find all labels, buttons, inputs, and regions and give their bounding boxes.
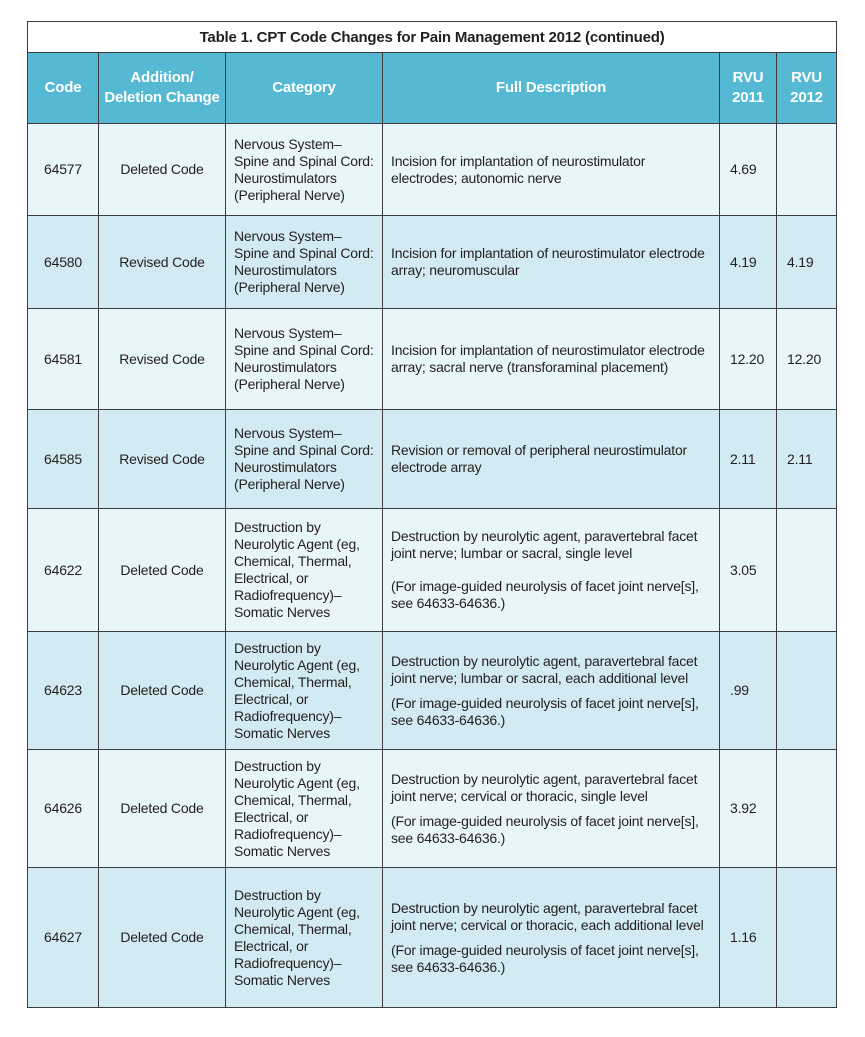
rvu-2012-cell: 12.20 — [777, 309, 837, 410]
code-cell: 64577 — [28, 124, 99, 216]
cpt-table-container — [27, 21, 836, 1008]
header-description: Full Description — [383, 53, 720, 124]
change-cell: Deleted Code — [99, 750, 226, 868]
description-note: (For image-guided neurolysis of facet joint nerve[s], see 64633-64636.) — [391, 941, 699, 975]
code-cell: 64585 — [28, 410, 99, 509]
description-cell — [383, 124, 720, 216]
header-row — [28, 53, 837, 124]
rvu-2011-cell: 3.05 — [720, 509, 777, 632]
description-text: Destruction by neurolytic agent, paravertebral facet joint nerve; lumbar or sacral, each additional level — [391, 652, 698, 686]
rvu-2011-cell: 2.11 — [720, 410, 777, 509]
table-row — [28, 632, 837, 750]
description-text: Destruction by neurolytic agent, paravertebral facet joint nerve; lumbar or sacral, single level — [391, 528, 698, 561]
header-rvu-2011: RVU 2011 — [720, 53, 777, 124]
rvu-2012-cell — [777, 632, 837, 750]
rvu-2012-cell — [777, 124, 837, 216]
table-row — [28, 410, 837, 509]
change-cell: Deleted Code — [99, 124, 226, 216]
rvu-2011-cell: 1.16 — [720, 868, 777, 1008]
category-cell: Nervous System– Spine and Spinal Cord: Neurostimulators (Peripheral Nerve) — [226, 124, 383, 216]
rvu-2011-cell: 4.19 — [720, 216, 777, 309]
change-cell: Deleted Code — [99, 868, 226, 1008]
rvu-2011-cell: .99 — [720, 632, 777, 750]
table-row — [28, 216, 837, 309]
description-cell — [383, 410, 720, 509]
category-cell: Nervous System– Spine and Spinal Cord: Neurostimulators (Peripheral Nerve) — [226, 216, 383, 309]
rvu-2012-cell — [777, 509, 837, 632]
rvu-2012-cell — [777, 868, 837, 1008]
category-cell: Destruction by Neurolytic Agent (eg, Chemical, Thermal, Electrical, or Radiofrequency)– Somatic Nerves — [226, 750, 383, 868]
description-cell — [383, 750, 720, 868]
description-cell — [383, 632, 720, 750]
code-cell: 64622 — [28, 509, 99, 632]
table-row — [28, 509, 837, 632]
description-text: Destruction by neurolytic agent, paravertebral facet joint nerve; cervical or thoracic, each additional level — [391, 899, 704, 933]
table-row — [28, 309, 837, 410]
description-note: (For image-guided neurolysis of facet joint nerve[s], see 64633-64636.) — [391, 578, 699, 611]
code-cell: 64623 — [28, 632, 99, 750]
rvu-2012-cell: 2.11 — [777, 410, 837, 509]
description-text: Revision or removal of peripheral neurostimulator electrode array — [391, 442, 688, 475]
rvu-2011-cell: 4.69 — [720, 124, 777, 216]
table-row — [28, 868, 837, 1008]
change-cell: Revised Code — [99, 216, 226, 309]
table-title: Table 1. CPT Code Changes for Pain Management 2012 (continued) — [28, 22, 837, 53]
category-cell: Destruction by Neurolytic Agent (eg, Chemical, Thermal, Electrical, or Radiofrequency)– Somatic Nerves — [226, 509, 383, 632]
description-cell — [383, 509, 720, 632]
rvu-2011-cell: 12.20 — [720, 309, 777, 410]
description-text: Incision for implantation of neurostimulator electrodes; autonomic nerve — [391, 152, 646, 186]
description-cell — [383, 868, 720, 1008]
header-category: Category — [226, 53, 383, 124]
cpt-code-changes-table — [27, 21, 837, 1008]
code-cell: 64627 — [28, 868, 99, 1008]
rvu-2012-cell — [777, 750, 837, 868]
description-note: (For image-guided neurolysis of facet joint nerve[s], see 64633-64636.) — [391, 812, 699, 846]
change-cell: Deleted Code — [99, 632, 226, 750]
category-cell: Destruction by Neurolytic Agent (eg, Chemical, Thermal, Electrical, or Radiofrequency)– Somatic Nerves — [226, 868, 383, 1008]
category-cell: Nervous System– Spine and Spinal Cord: Neurostimulators (Peripheral Nerve) — [226, 410, 383, 509]
description-cell — [383, 309, 720, 410]
code-cell: 64581 — [28, 309, 99, 410]
change-cell: Revised Code — [99, 410, 226, 509]
description-cell — [383, 216, 720, 309]
change-cell: Revised Code — [99, 309, 226, 410]
category-cell: Nervous System– Spine and Spinal Cord: Neurostimulators (Peripheral Nerve) — [226, 309, 383, 410]
table-row — [28, 750, 837, 868]
rvu-2012-cell: 4.19 — [777, 216, 837, 309]
rvu-2011-cell: 3.92 — [720, 750, 777, 868]
description-text: Incision for implantation of neurostimulator electrode array; sacral nerve (transforaminal placement) — [391, 342, 705, 375]
description-text: Destruction by neurolytic agent, paravertebral facet joint nerve; cervical or thoracic, single level — [391, 770, 698, 804]
category-cell: Destruction by Neurolytic Agent (eg, Chemical, Thermal, Electrical, or Radiofrequency)– Somatic Nerves — [226, 632, 383, 750]
code-cell: 64580 — [28, 216, 99, 309]
code-cell: 64626 — [28, 750, 99, 868]
header-rvu-2012: RVU 2012 — [777, 53, 837, 124]
change-cell: Deleted Code — [99, 509, 226, 632]
description-text: Incision for implantation of neurostimulator electrode array; neuromuscular — [391, 245, 705, 278]
header-code: Code — [28, 53, 99, 124]
table-row — [28, 124, 837, 216]
header-change: Addition/ Deletion Change — [99, 53, 226, 124]
description-note: (For image-guided neurolysis of facet joint nerve[s], see 64633-64636.) — [391, 694, 699, 728]
